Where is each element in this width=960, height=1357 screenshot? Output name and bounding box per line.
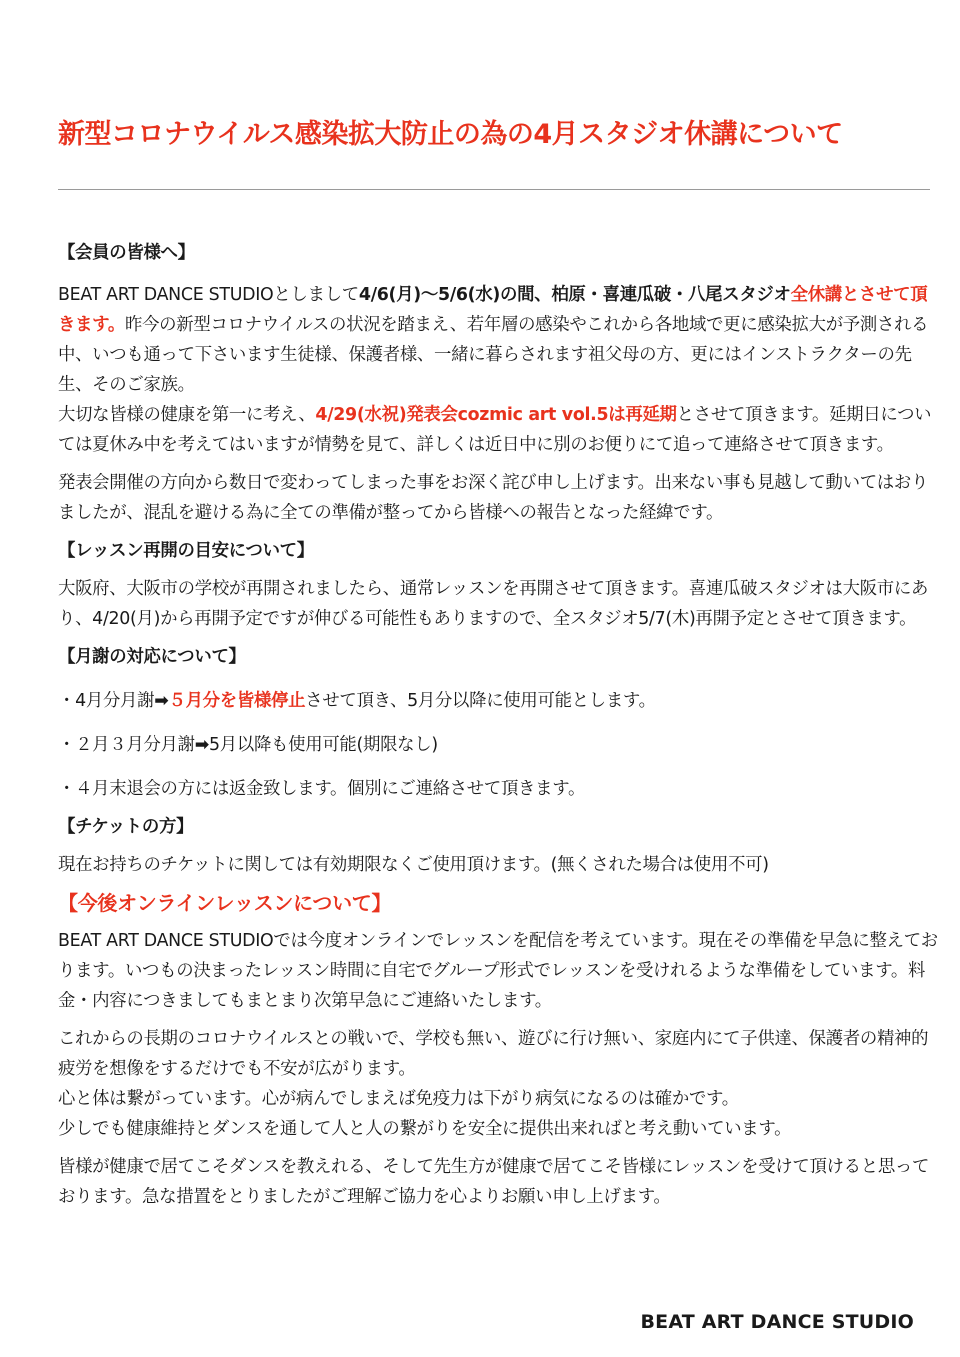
members-p2-body: とさせて頂きます。延期日については夏休み中を考えてはいますが情勢を見て、詳しくは近日中に別のお便りにて追って連絡させて頂きます。 xyxy=(58,405,932,455)
fee-item-feb-mar-detail: 5月以降も使用可能(期限なし) xyxy=(209,735,438,755)
title-divider xyxy=(58,189,930,190)
members-paragraph-1 xyxy=(58,280,938,400)
notice-content xyxy=(58,238,938,1212)
ticket-heading: 【チケットの方】 xyxy=(58,817,194,837)
online-paragraph-2-line-3: 少しでも健康維持とダンスを通して人と人の繋がりを安全に提供出来ればと考え動いています。 xyxy=(58,1119,792,1139)
ticket-paragraph: 現在お持ちのチケットに関しては有効期限なくご使用頂けます。(無くされた場合は使用不可) xyxy=(58,855,769,875)
event-postponed-notice: 4/29(水祝)発表会cozmic art vol.5は再延期 xyxy=(315,405,677,425)
studio-signature: BEAT ART DANCE STUDIO xyxy=(640,1311,914,1333)
fee-item-feb-mar-label: ・２月３月分月謝 xyxy=(58,735,195,755)
members-p1-body: 昨今の新型コロナウイルスの状況を踏まえ、若年層の感染やこれから各地域で更に感染拡大が予測される中、いつも通って下さいます生徒様、保護者様、一緒に暮らされます祖父母の方、更にはインストラクターの先生、そのご家族。 xyxy=(58,315,929,395)
resume-heading: 【レッスン再開の目安について】 xyxy=(58,541,314,561)
page-title: 新型コロナウイルス感染拡大防止の為の4月スタジオ休講について xyxy=(58,119,843,150)
online-paragraph-2-line-1: これからの長期のコロナウイルスとの戦いで、学校も無い、遊びに行け無い、家庭内にて子供達、保護者の精神的疲労を想像をするだけでも不安が広がります。 xyxy=(58,1029,929,1079)
members-p1-intro: BEAT ART DANCE STUDIOとしまして xyxy=(58,285,359,305)
arrow-right-icon: ➡ xyxy=(194,735,210,755)
fee-item-april xyxy=(58,686,938,716)
members-paragraph-3: 発表会開催の方向から数日で変わってしまった事をお深く詫び申し上げます。出来ない事も見越して動いてはおりましたが、混乱を避ける為に全ての準備が整ってから皆様への報告となった経緯です。 xyxy=(58,473,929,523)
closure-notice: 全休講とさせて頂きます。 xyxy=(58,285,928,335)
online-heading: 【今後オンラインレッスンについて】 xyxy=(58,891,392,915)
fee-item-refund: ・４月末退会の方には返金致します。個別にご連絡させて頂きます。 xyxy=(58,779,586,799)
members-p2-intro: 大切な皆様の健康を第一に考え、 xyxy=(58,405,316,425)
fee-item-april-label: ・4月分月謝 xyxy=(58,691,155,711)
members-paragraph-2 xyxy=(58,400,938,460)
fee-may-suspended: ５月分を皆様停止 xyxy=(168,691,306,711)
fee-heading: 【月謝の対応について】 xyxy=(58,647,246,667)
resume-paragraph: 大阪府、大阪市の学校が再開されましたら、通常レッスンを再開させて頂きます。喜連瓜破スタジオは大阪市にあり、4/20(月)から再開予定ですが伸びる可能性もありますので、全スタジオ5/7(木)再開予定とさせて頂きます。 xyxy=(58,579,929,629)
fee-item-april-detail: させて頂き、5月分以降に使用可能とします。 xyxy=(305,691,656,711)
arrow-right-icon: ➡ xyxy=(154,691,169,711)
online-paragraph-2-line-2: 心と体は繋がっています。心が病んでしまえば免疫力は下がり病気になるのは確かです。 xyxy=(58,1089,739,1109)
closure-dates: 4/6(月)〜5/6(水)の間、柏原・喜連瓜破・八尾スタジオ xyxy=(358,285,791,305)
fee-item-feb-mar xyxy=(58,730,938,760)
members-heading: 【会員の皆様へ】 xyxy=(58,243,195,263)
online-paragraph-3: 皆様が健康で居てこそダンスを教えれる、そして先生方が健康で居てこそ皆様にレッスンを受けて頂けると思っております。急な措置をとりましたがご理解ご協力を心よりお願い申し上げます。 xyxy=(58,1157,930,1207)
online-paragraph-1: BEAT ART DANCE STUDIOでは今度オンラインでレッスンを配信を考えています。現在その準備を早急に整えております。いつもの決まったレッスン時間に自宅でグループ形式でレッスンを受けれるような準備をしています。料金・内容につきましてもまとまり次第早急にご連絡いたします。 xyxy=(58,931,938,1011)
